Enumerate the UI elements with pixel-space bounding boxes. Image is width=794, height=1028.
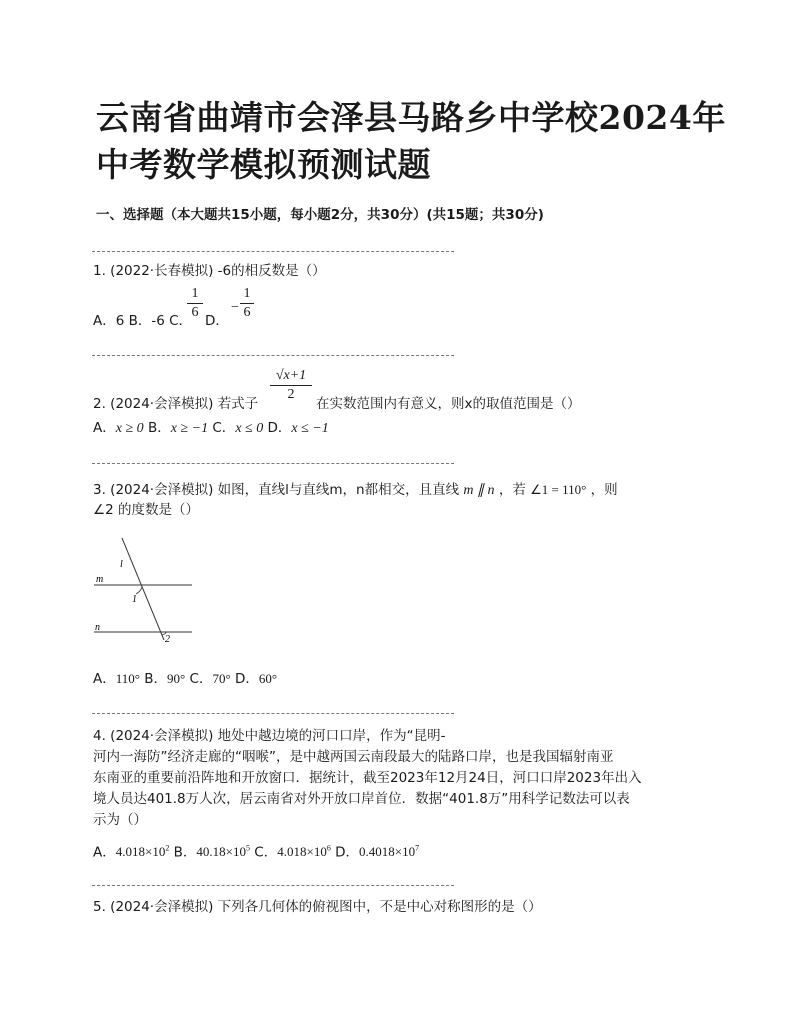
question-4-option-d: $0.4018\times 10^7$ bbox=[359, 844, 420, 860]
question-4-stem: 4. (2024·会泽模拟) 地处中越边境的河口口岸，作为“昆明- 河内一海防”经济走廊的“咽喉”，是中越两国云南段最大的陆路口岸，也是我国辐射南亚 东南亚的重要前沿阵地和开放窗口．据统计，截至2023年12月24日，河口口岸2023年出入 境人员达401.8万人次，居云南省对外开放口岸首位．数据“401.8万”用科学记数法可以表 示为（） bbox=[93, 728, 642, 828]
figure-label-l: l bbox=[120, 559, 123, 570]
page-title: 云南省曲靖市会泽县马路乡中学校2024年中考数学模拟预测试题 bbox=[96, 98, 726, 184]
question-3-stem: 3. (2024·会泽模拟) 如图，直线l与直线m，n都相交，且直线 m ∥ n ，若 ∠1 = 110° ，则 bbox=[93, 482, 618, 498]
question-3-option-b: 90° bbox=[167, 671, 186, 686]
question-3-stem-line2: ∠2 的度数是（） bbox=[93, 502, 199, 518]
question-2-expression: √x+1 2 bbox=[270, 368, 312, 403]
separator-line bbox=[92, 885, 454, 886]
question-4-option-c: $4.018\times 10^6$ bbox=[277, 844, 331, 860]
question-3-option-c: 70° bbox=[212, 671, 231, 686]
figure-label-1: 1 bbox=[132, 594, 137, 605]
question-4-option-b: $40.18\times 10^5$ bbox=[196, 844, 250, 860]
question-5-stem: 5. (2024·会泽模拟) 下列各几何体的俯视图中，不是中心对称图形的是（） bbox=[93, 899, 542, 915]
figure-label-2: 2 bbox=[165, 634, 170, 644]
question-3-options: A．110° B．90° C．70° D．60° bbox=[93, 671, 278, 687]
separator-line bbox=[92, 713, 454, 714]
question-3-angle: ∠1 = 110° bbox=[530, 482, 587, 497]
question-2-option-a: x ≥ 0 bbox=[115, 421, 144, 436]
question-1-option-d-label: D． bbox=[205, 313, 229, 329]
question-1-stem: 1. (2022·长春模拟) -6的相反数是（） bbox=[93, 263, 326, 279]
question-2-stem-suffix: 在实数范围内有意义，则x的取值范围是（） bbox=[316, 396, 581, 412]
section-heading: 一、选择题（本大题共15小题，每小题2分，共30分）(共15题；共30分) bbox=[96, 207, 544, 223]
figure-label-n: n bbox=[95, 622, 100, 633]
question-1-options bbox=[93, 312, 192, 330]
figure-line-l bbox=[122, 538, 164, 640]
question-1-option-ab: A．6 B．-6 C． bbox=[93, 313, 193, 329]
question-1-option-c-fraction: 1 6 bbox=[187, 286, 203, 321]
separator-line bbox=[92, 463, 454, 464]
figure-label-m: m bbox=[96, 574, 104, 585]
question-4-options: A．$4.018\times 10^2$ B．$40.18\times 10^5$ C．$4.018\times 10^6$ D．$0.4018\times 10^7$ bbox=[93, 844, 420, 861]
question-2-stem-prefix: 2. (2024·会泽模拟) 若式子 bbox=[93, 396, 259, 412]
question-3-figure bbox=[92, 534, 196, 644]
question-1-option-d-fraction: 1 6 bbox=[240, 286, 254, 321]
question-2-option-d: x ≤ −1 bbox=[291, 421, 329, 436]
question-1-option-d-sign: − bbox=[231, 300, 239, 315]
separator-line bbox=[92, 355, 454, 356]
question-2-options: A．x ≥ 0 B．x ≥ −1 C．x ≤ 0 D．x ≤ −1 bbox=[93, 420, 329, 436]
question-2-option-c: x ≤ 0 bbox=[235, 421, 264, 436]
separator-line bbox=[92, 251, 454, 252]
question-3-option-a: 110° bbox=[115, 671, 140, 686]
question-2-option-b: x ≥ −1 bbox=[170, 421, 209, 436]
question-3-option-d: 60° bbox=[258, 671, 278, 686]
question-3-parallel: m ∥ n bbox=[463, 483, 495, 498]
question-4-option-a: $4.018\times 10^2$ bbox=[115, 844, 170, 860]
figure-angle-1-arc bbox=[136, 587, 142, 594]
